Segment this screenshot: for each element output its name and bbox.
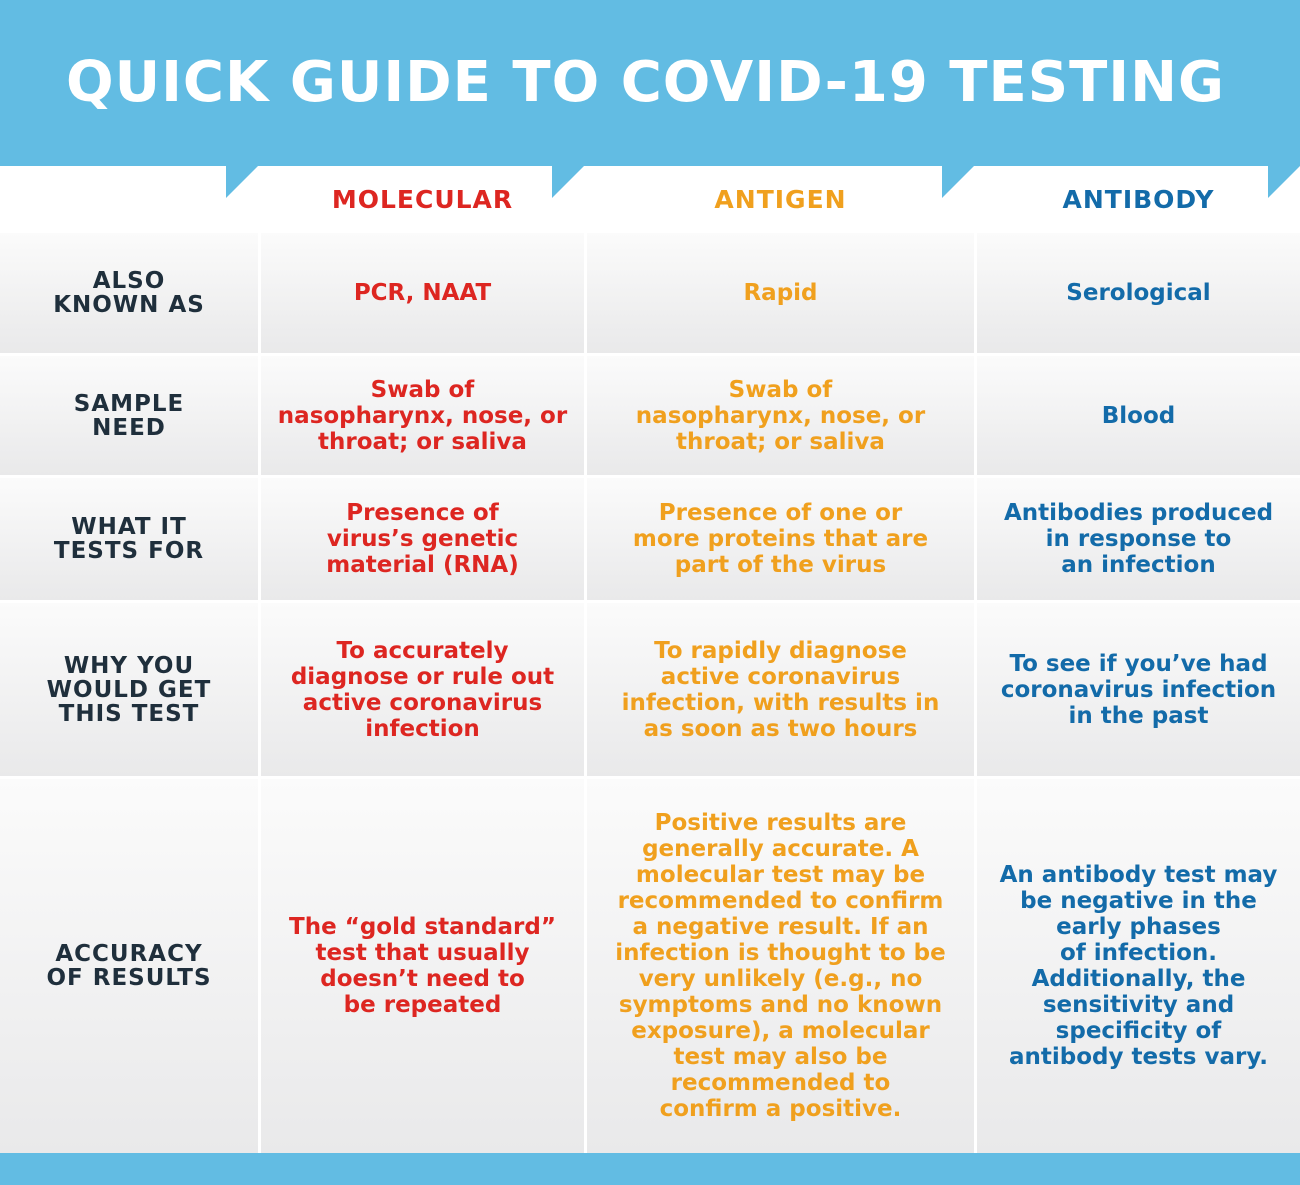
row-label-accuracy-of-results: ACCURACY OF RESULTS (46, 941, 212, 991)
header-fold-1 (226, 166, 258, 198)
cell-molecular-what-it-tests-for: Presence of virus’s genetic material (RNA) (326, 500, 519, 578)
column-header-antibody: ANTIBODY (977, 166, 1300, 233)
cell-molecular-accuracy: The “gold standard” test that usually doesn’t need to be repeated (289, 914, 556, 1018)
cell-molecular-sample-need: Swab of nasopharynx, nose, or throat; or saliva (277, 376, 568, 455)
footer-band (0, 1153, 1300, 1185)
header-fold-3 (942, 166, 974, 198)
header-empty-cell (0, 166, 258, 233)
cell-antibody-also-known-as: Serological (1066, 280, 1211, 306)
cell-molecular-why-get-test: To accurately diagnose or rule out active coronavirus infection (290, 637, 555, 742)
cell-molecular-also-known-as: PCR, NAAT (353, 280, 492, 306)
cell-antibody-accuracy: An antibody test may be negative in the early phases of infection. Additionally, the sensitivity and specificity of antibody tests vary. (999, 862, 1278, 1070)
cell-antigen-accuracy: Positive results are generally accurate. A molecular test may be recommended to confirm a negative result. If an infection is thought to be very unlikely (e.g., no symptoms and no known exposure), a molecular test may also be recommended to confirm a positive. (615, 810, 946, 1122)
column-header-antigen: ANTIGEN (587, 166, 974, 233)
cell-antigen-sample-need: Swab of nasopharynx, nose, or throat; or saliva (635, 376, 926, 455)
cell-antibody-what-it-tests-for: Antibodies produced in response to an infection (1003, 500, 1274, 578)
column-header-molecular: MOLECULAR (261, 166, 584, 233)
cell-antigen-why-get-test: To rapidly diagnose active coronavirus infection, with results in as soon as two hours (621, 637, 940, 742)
row-label-why-you-would-get-this-test: WHY YOU WOULD GET THIS TEST (46, 652, 212, 727)
header-fold-4 (1268, 166, 1300, 198)
row-label-sample-need: SAMPLE NEED (73, 390, 185, 441)
header-fold-2 (552, 166, 584, 198)
cell-antigen-also-known-as: Rapid (743, 280, 818, 306)
page-title: QUICK GUIDE TO COVID-19 TESTING (66, 50, 1225, 115)
cell-antigen-what-it-tests-for: Presence of one or more proteins that are part of the virus (632, 500, 929, 578)
cell-antibody-sample-need: Blood (1101, 402, 1176, 429)
row-label-also-known-as: ALSO KNOWN AS (53, 268, 205, 318)
cell-antibody-why-get-test: To see if you’ve had coronavirus infection in the past (1000, 650, 1277, 729)
row-label-what-it-tests-for: WHAT IT TESTS FOR (53, 514, 205, 564)
